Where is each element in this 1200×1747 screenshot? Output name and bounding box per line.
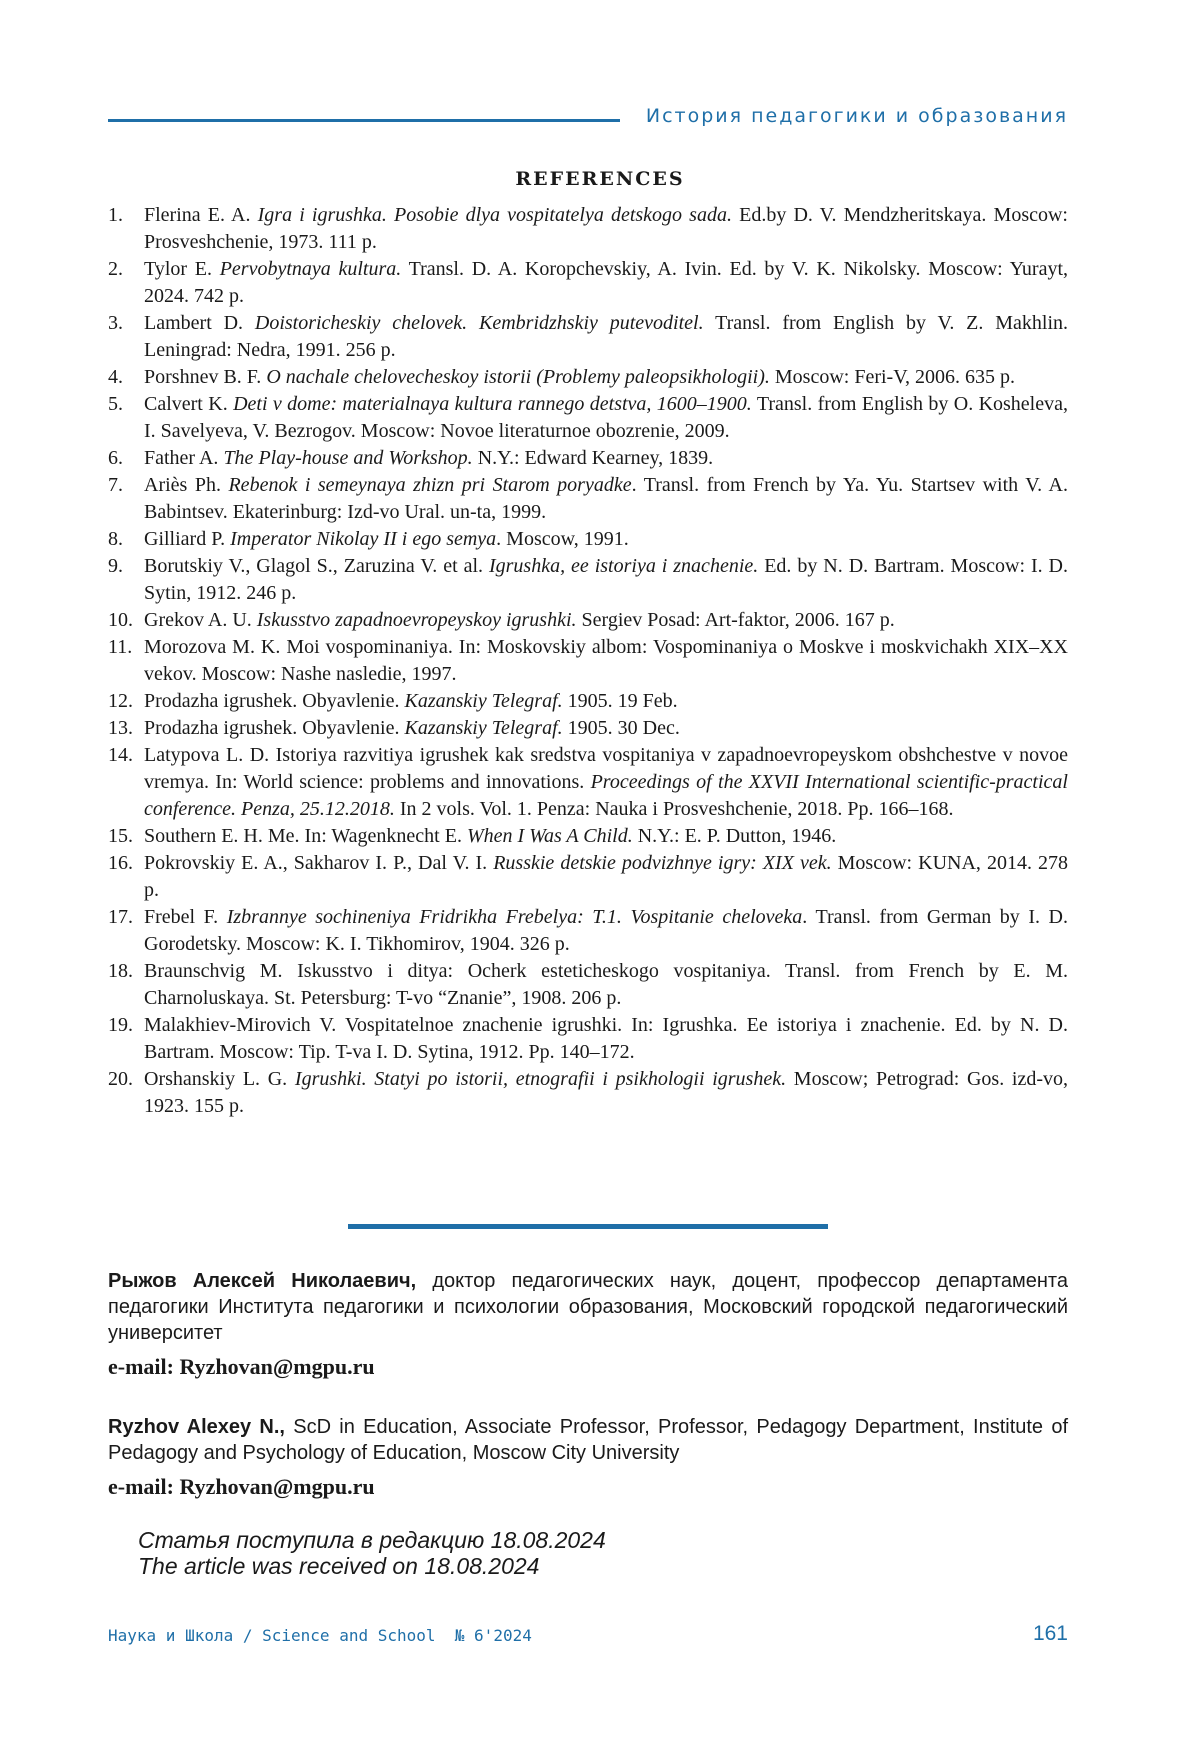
- reference-text: Grekov A. U.: [144, 609, 257, 631]
- reference-number: 7.: [108, 474, 123, 496]
- reference-text: . Moscow, 1991.: [496, 528, 629, 550]
- author-email-en: e-mail: Ryzhovan@mgpu.ru: [108, 1474, 375, 1499]
- reference-text: Malakhiev-Mirovich V. Vospitatelnoe znachenie igrushki. In: Igrushka. Ee istoriya i znachenie. Ed. by N. D. Bartram. Moscow: Tip. T-va I. D. Sytina, 1912. Pp. 140–172.: [144, 1014, 1068, 1063]
- reference-title: Proceedings of the XXVII International scientific-practical conference. Penza, 25.12.2018.: [144, 771, 1068, 820]
- journal-footer: Наука и Школа / Science and School № 6'2024: [108, 1626, 532, 1645]
- reference-number: 16.: [108, 852, 133, 874]
- reference-item: [108, 823, 1068, 850]
- reference-number: 2.: [108, 258, 123, 280]
- reference-text: Ariès Ph.: [144, 474, 229, 496]
- reference-title: Russkie detskie podvizhnye igry: XIX vek.: [493, 852, 832, 874]
- reference-text: Moscow; Petrograd: Gos. izd-vo, 1923. 155 p.: [144, 1068, 1069, 1117]
- reference-number: 3.: [108, 312, 123, 334]
- reference-text: . Transl. from French by Ya. Yu. Startsev with V. A. Babintsev. Ekaterinburg: Izd-vo Ural. un-ta, 1999.: [144, 474, 1068, 523]
- reference-text: Ed.by D. V. Mendzheritskaya. Moscow: Prosveshchenie, 1973. 111 p.: [144, 204, 1068, 253]
- reference-title: Kazanskiy Telegraf.: [404, 690, 563, 712]
- reference-title: Kazanskiy Telegraf.: [404, 717, 563, 739]
- reference-number: 1.: [108, 204, 123, 226]
- reference-text: Prodazha igrushek. Obyavlenie.: [144, 717, 405, 739]
- reference-item: [108, 607, 1068, 634]
- reference-item: [108, 256, 1068, 310]
- reference-text: Gilliard P.: [144, 528, 231, 550]
- reference-item: [108, 715, 1068, 742]
- reference-text: Sergiev Posad: Art-faktor, 2006. 167 p.: [576, 609, 895, 631]
- reference-text: Transl. D. A. Koropchevskiy, A. Ivin. Ed. by V. K. Nikolsky. Moscow: Yurayt, 2024. 742 p.: [144, 258, 1068, 307]
- reference-title: Imperator Nikolay II i ego semya: [230, 528, 497, 550]
- reference-item: [108, 445, 1068, 472]
- author-name-en: Ryzhov Alexey N.,: [108, 1416, 285, 1438]
- reference-text: 1905. 19 Feb.: [562, 690, 678, 712]
- reference-item: [108, 688, 1068, 715]
- reference-number: 4.: [108, 366, 123, 388]
- reference-number: 8.: [108, 528, 123, 550]
- reference-text: Ed. by N. D. Bartram. Moscow: I. D. Sytin, 1912. 246 p.: [144, 555, 1068, 604]
- reference-text: Orshanskiy L. G.: [144, 1068, 295, 1090]
- references-list: [108, 202, 1068, 1120]
- reference-title: Pervobytnaya kultura.: [219, 258, 402, 280]
- reference-number: 5.: [108, 393, 123, 415]
- reference-number: 11.: [108, 636, 133, 658]
- reference-number: 20.: [108, 1068, 133, 1090]
- reference-number: 18.: [108, 960, 133, 982]
- reference-title: O nachale chelovecheskoy istorii (Problemy paleopsikhologii).: [266, 366, 770, 388]
- reference-text: . Transl. from German by I. D. Gorodetsky. Moscow: K. I. Tikhomirov, 1904. 326 p.: [144, 906, 1068, 955]
- author-email-ru: e-mail: Ryzhovan@mgpu.ru: [108, 1354, 375, 1379]
- author-info-en: [108, 1414, 1068, 1466]
- reference-title: Izbrannye sochineniya Fridrikha Frebelya: T.1. Vospitanie cheloveka: [226, 906, 803, 928]
- reference-item: [108, 202, 1068, 256]
- reference-title: Rebenok i semeynaya zhizn pri Starom poryadke: [228, 474, 632, 496]
- reference-number: 10.: [108, 609, 133, 631]
- reference-text: Morozova M. K. Moi vospominaniya. In: Moskovskiy albom: Vospominaniya o Moskve i moskvichakh XIX–XX vekov. Moscow: Nashe nasledie, 1997.: [144, 636, 1068, 685]
- reference-item: [108, 472, 1068, 526]
- author-affiliation-ru: доктор педагогических наук, доцент, профессор департамента педагогики Института педагогики и психологии образования, Московский городской педагогический университет: [108, 1270, 1068, 1344]
- reference-title: Igrushka, ee istoriya i znachenie.: [488, 555, 759, 577]
- reference-number: 15.: [108, 825, 133, 847]
- reference-title: Igra i igrushka. Posobie dlya vospitatelya detskogo sada.: [257, 204, 732, 226]
- reference-text: Lambert D.: [144, 312, 255, 334]
- reference-text: N.Y.: Edward Kearney, 1839.: [472, 447, 714, 469]
- reference-text: Transl. from English by O. Kosheleva, I. Savelyeva, V. Bezrogov. Moscow: Novoe literaturnoe obozrenie, 2009.: [144, 393, 1068, 442]
- reference-item: [108, 904, 1068, 958]
- reference-title: Deti v dome: materialnaya kultura rannego detstva, 1600–1900.: [233, 393, 752, 415]
- header-rule: [108, 119, 620, 122]
- reference-item: [108, 364, 1068, 391]
- reference-text: Prodazha igrushek. Obyavlenie.: [144, 690, 405, 712]
- reference-title: When I Was A Child.: [466, 825, 633, 847]
- reference-text: Moscow: Feri-V, 2006. 635 p.: [769, 366, 1016, 388]
- reference-item: [108, 526, 1068, 553]
- reference-text: Transl. from English by V. Z. Makhlin. Leningrad: Nedra, 1991. 256 p.: [144, 312, 1069, 361]
- reference-text: Pokrovskiy E. A., Sakharov I. P., Dal V. I.: [144, 852, 494, 874]
- author-affiliation-en: ScD in Education, Associate Professor, Professor, Pedagogy Department, Institute of Pedagogy and Psychology of Education, Moscow City University: [108, 1416, 1068, 1464]
- reference-text: 1905. 30 Dec.: [562, 717, 680, 739]
- reference-number: 13.: [108, 717, 133, 739]
- author-info-ru: [108, 1268, 1068, 1346]
- reference-item: [108, 1012, 1068, 1066]
- reference-text: Porshnev B. F.: [144, 366, 267, 388]
- reference-text: Latypova L. D. Istoriya razvitiya igrushek kak sredstva vospitaniya v zapadnoevropeyskom obshchestve v novoe vremya. In: World science: problems and innovations.: [144, 744, 1068, 793]
- reference-text: In 2 vols. Vol. 1. Penza: Nauka i Prosveshchenie, 2018. Pp. 166–168.: [394, 798, 954, 820]
- reference-item: [108, 742, 1068, 823]
- reference-title: The Play-house and Workshop.: [223, 447, 473, 469]
- reference-number: 17.: [108, 906, 133, 928]
- reference-text: Calvert K.: [144, 393, 234, 415]
- reference-text: Braunschvig M. Iskusstvo i ditya: Ocherk esteticheskogo vospitaniya. Transl. from French by E. M. Charnoluskaya. St. Petersburg: T-vo “Znanie”, 1908. 206 p.: [144, 960, 1068, 1009]
- section-separator: [348, 1224, 828, 1229]
- section-title: История педагогики и образования: [645, 105, 1068, 127]
- reference-text: Moscow: KUNA, 2014. 278 p.: [144, 852, 1068, 901]
- reference-number: 12.: [108, 690, 133, 712]
- received-date-ru: Статья поступила в редакцию 18.08.2024: [138, 1527, 606, 1553]
- reference-title: Iskusstvo zapadnoevropeyskoy igrushki.: [256, 609, 577, 631]
- reference-item: [108, 850, 1068, 904]
- reference-item: [108, 553, 1068, 607]
- author-name-ru: Рыжов Алексей Николаевич,: [108, 1270, 417, 1292]
- received-date-en: The article was received on 18.08.2024: [138, 1553, 540, 1579]
- reference-text: Frebel F.: [144, 906, 227, 928]
- reference-number: 6.: [108, 447, 123, 469]
- reference-text: Southern E. H. Me. In: Wagenknecht E.: [144, 825, 467, 847]
- reference-text: Tylor E.: [144, 258, 220, 280]
- reference-title: Doistoricheskiy chelovek. Kembridzhskiy putevoditel.: [254, 312, 704, 334]
- reference-text: Borutskiy V., Glagol S., Zaruzina V. et al.: [144, 555, 489, 577]
- reference-item: [108, 310, 1068, 364]
- references-heading: REFERENCES: [515, 168, 685, 190]
- reference-item: [108, 1066, 1068, 1120]
- reference-number: 14.: [108, 744, 133, 766]
- reference-number: 9.: [108, 555, 123, 577]
- reference-number: 19.: [108, 1014, 133, 1036]
- page-number: 161: [1032, 1622, 1068, 1645]
- reference-item: [108, 391, 1068, 445]
- reference-text: Flerina E. A.: [144, 204, 258, 226]
- reference-text: N.Y.: E. P. Dutton, 1946.: [632, 825, 837, 847]
- reference-item: [108, 634, 1068, 688]
- reference-text: Father A.: [144, 447, 224, 469]
- reference-title: Igrushki. Statyi po istorii, etnografii i psikhologii igrushek.: [294, 1068, 787, 1090]
- reference-item: [108, 958, 1068, 1012]
